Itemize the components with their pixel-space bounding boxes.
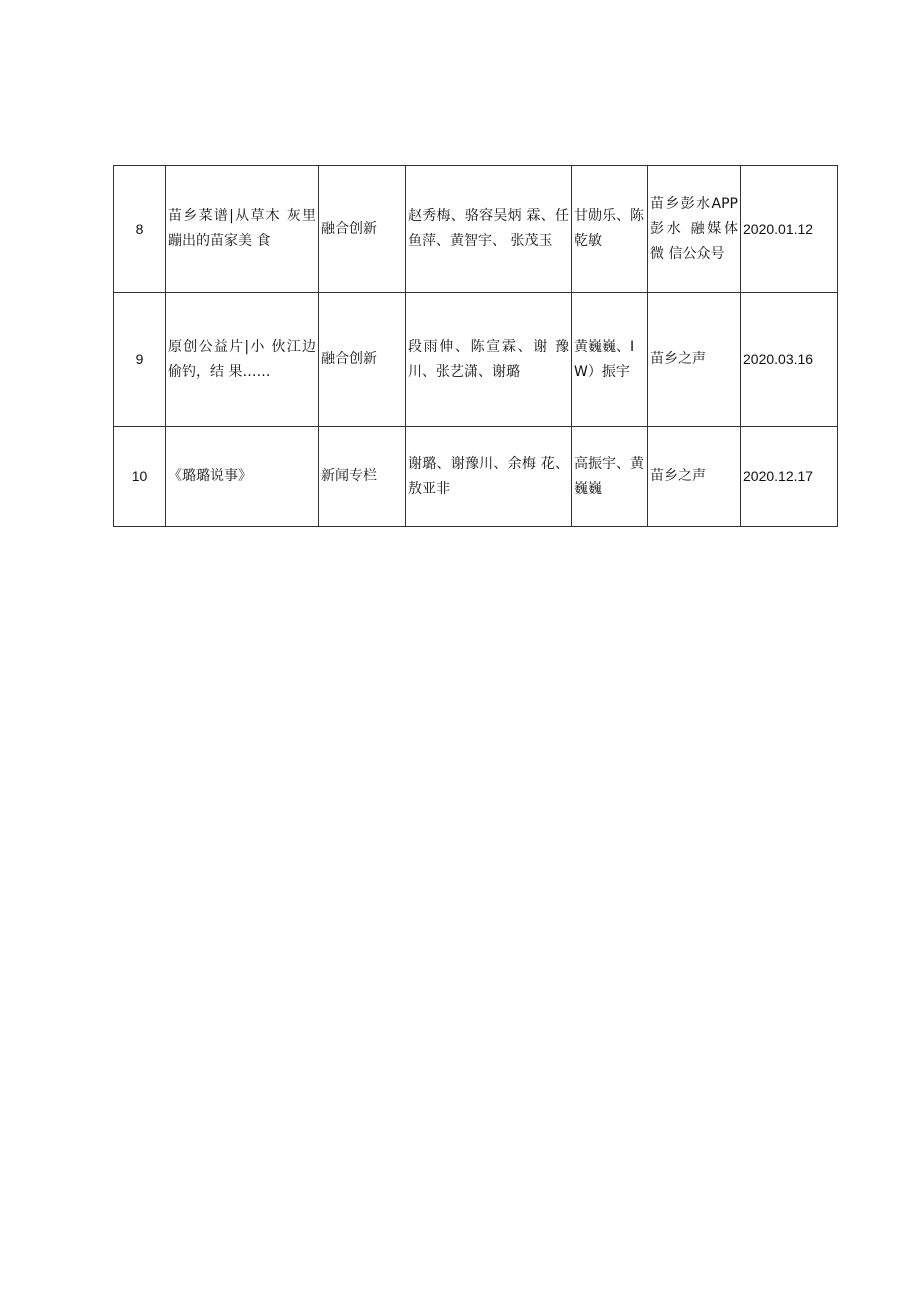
work-authors: 谢璐、谢豫川、余梅 花、敖亚非	[406, 427, 572, 527]
publish-date: 2020.12.17	[741, 427, 838, 527]
row-number: 8	[114, 166, 166, 293]
award-table	[113, 165, 838, 527]
table-row	[114, 293, 838, 427]
work-authors: 段雨伸、陈宣霖、谢 豫川、张艺潇、谢璐	[406, 293, 572, 427]
row-number: 10	[114, 427, 166, 527]
row-number: 9	[114, 293, 166, 427]
work-title: 苗乡菜谱|从草木 灰里蹦出的苗家美 食	[166, 166, 319, 293]
publish-platform: 苗乡彭水APP彭水 融媒体微 信公众号	[648, 166, 741, 293]
work-category: 融合创新	[319, 293, 406, 427]
work-category: 融合创新	[319, 166, 406, 293]
work-editors: 甘勋乐、陈乾敏	[572, 166, 648, 293]
work-title: 《璐璐说事》	[166, 427, 319, 527]
publish-date: 2020.01.12	[741, 166, 838, 293]
work-title: 原创公益片|小 伙江边偷钓，结 果……	[166, 293, 319, 427]
work-category: 新闻专栏	[319, 427, 406, 527]
publish-date: 2020.03.16	[741, 293, 838, 427]
work-editors: 黄巍巍、IW）振宇	[572, 293, 648, 427]
publish-platform: 苗乡之声	[648, 427, 741, 527]
publish-platform: 苗乡之声	[648, 293, 741, 427]
work-editors: 高振宇、黄巍巍	[572, 427, 648, 527]
table-row	[114, 166, 838, 293]
work-authors: 赵秀梅、骆容吴炳 霖、任鱼萍、黄智宇、 张茂玉	[406, 166, 572, 293]
table-row	[114, 427, 838, 527]
